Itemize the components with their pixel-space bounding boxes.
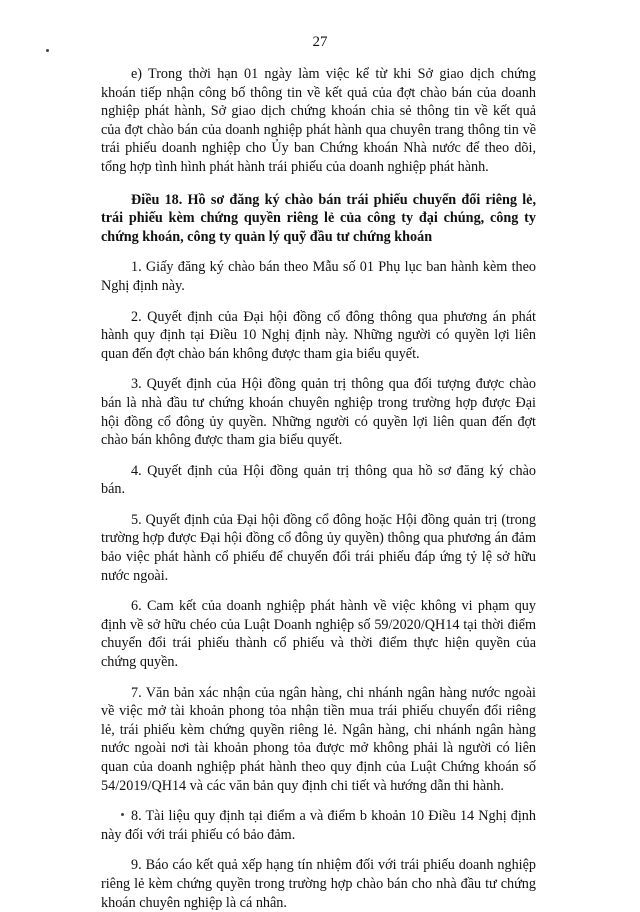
paragraph-e: e) Trong thời hạn 01 ngày làm việc kể từ khi Sở giao dịch chứng khoán tiếp nhận công bố thông tin về kết quả của đợt chào bán của doanh nghiệp phát hành, Sở giao dịch chứng khoán chia sẻ thông tin về kết quả của đợt chào bán của doanh nghiệp phát hành qua chuyên trang thông tin về trái phiếu doanh nghiệp cho Ủy ban Chứng khoán Nhà nước để theo dõi, tổng hợp tình hình phát hành trái phiếu của doanh nghiệp phát hành. [101,66,536,175]
item-3: 3. Quyết định của Hội đồng quản trị thông qua đối tượng được chào bán là nhà đầu tư chứng khoán chuyên nghiệp trong trường hợp được Đại hội đồng cổ đông ủy quyền. Những người có quyền lợi liên quan đến đợt chào bán không được tham gia biểu quyết. [101,376,536,449]
item-5: 5. Quyết định của Đại hội đồng cổ đông hoặc Hội đồng quản trị (trong trường hợp được Đại hội đồng cổ đông ủy quyền) thông qua phương án đảm bảo việc phát hành cổ phiếu để chuyển đổi trái phiếu đáp ứng tỷ lệ sở hữu nước ngoài. [101,511,536,584]
item-7: 7. Văn bản xác nhận của ngân hàng, chi nhánh ngân hàng nước ngoài về việc mở tài khoản phong tỏa nhận tiền mua trái phiếu chuyển đổi riêng lẻ, trái phiếu kèm chứng quyền riêng lẻ. Ngân hàng, chi nhánh ngân hàng nước ngoài nơi tài khoản phong tỏa được mở không phải là người có liên quan của doanh nghiệp phát hành theo quy định của Luật Chứng khoán số 54/2019/QH14 và các văn bản quy định chi tiết và hướng dẫn thi hành. [101,684,536,794]
document-body [101,65,536,912]
item-6: 6. Cam kết của doanh nghiệp phát hành về việc không vi phạm quy định về sở hữu chéo của Luật Doanh nghiệp số 59/2020/QH14 tại thời điểm chuyển đổi trái phiếu thành cổ phiếu và thời điểm thực hiện quyền của chứng quyền. [101,598,536,671]
item-9: 9. Báo cáo kết quả xếp hạng tín nhiệm đối với trái phiếu doanh nghiệp riêng lẻ kèm chứng quyền trong trường hợp chào bán cho nhà đầu tư chứng khoán chuyên nghiệp là cá nhân. [101,857,536,911]
item-8: 8. Tài liệu quy định tại điểm a và điểm b khoản 10 Điều 14 Nghị định này đối với trái phiếu có bảo đảm. [101,808,536,843]
article-18-heading: Điều 18. Hồ sơ đăng ký chào bán trái phiếu chuyển đổi riêng lẻ, trái phiếu kèm chứng quyền riêng lẻ của công ty đại chúng, công ty chứng khoán, công ty quản lý quỹ đầu tư chứng khoán [101,191,536,245]
page-number: 27 [312,34,328,50]
item-1: 1. Giấy đăng ký chào bán theo Mẫu số 01 Phụ lục ban hành kèm theo Nghị định này. [101,259,536,294]
item-4: 4. Quyết định của Hội đồng quản trị thông qua hồ sơ đăng ký chào bán. [101,462,536,498]
item-2: 2. Quyết định của Đại hội đồng cổ đông thông qua phương án phát hành quy định tại Điều 10 Nghị định này. Những người có quyền lợi liên quan đến đợt chào bán không được tham gia biểu quyết. [101,308,536,362]
